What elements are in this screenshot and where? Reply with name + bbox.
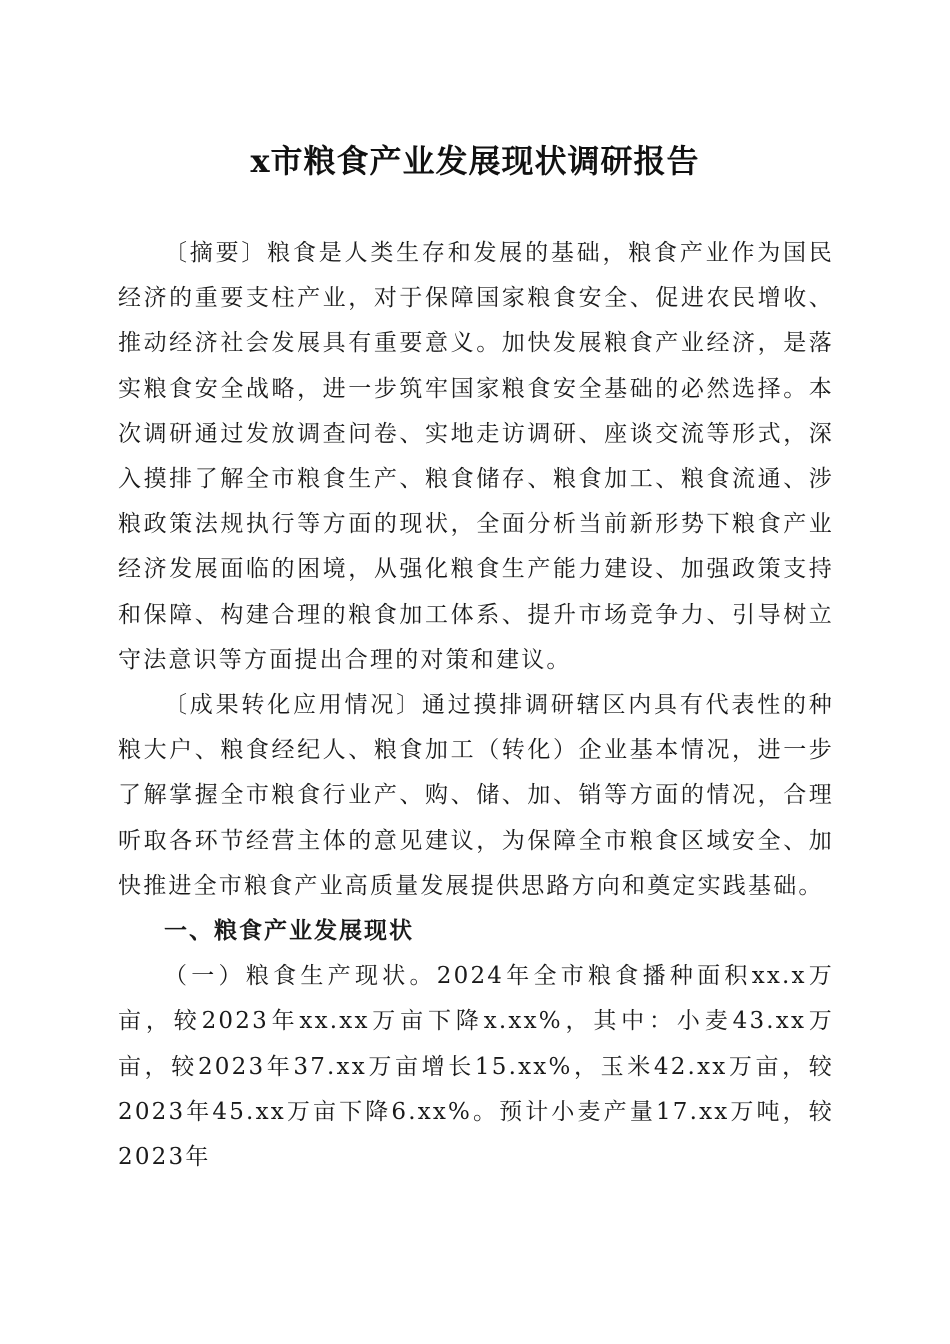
page-title: x市粮食产业发展现状调研报告 — [250, 142, 700, 180]
production-paragraph: （一）粮食生产现状。2024年全市粮食播种面积xx.x万亩，较2023年xx.xx万亩下降x.xx%，其中：小麦43.xx万亩，较2023年37.xx万亩增长15.xx%，玉米42.xx万亩，较2023年45.xx万亩下降6.xx%。预计小麦产量17.xx万吨，较2023年 — [118, 963, 834, 1171]
abstract-paragraph: 〔摘要〕粮食是人类生存和发展的基础，粮食产业作为国民经济的重要支柱产业，对于保障国家粮食安全、促进农民增收、推动经济社会发展具有重要意义。加快发展粮食产业经济，是落实粮食安全战略，进一步筑牢国家粮食安全基础的必然选择。本次调研通过发放调查问卷、实地走访调研、座谈交流等形式，深入摸排了解全市粮食生产、粮食储存、粮食加工、粮食流通、涉粮政策法规执行等方面的现状，全面分析当前新形势下粮食产业经济发展面临的困境，从强化粮食生产能力建设、加强政策支持和保障、构建合理的粮食加工体系、提升市场竞争力、引导树立守法意识等方面提出合理的对策和建议。 — [118, 240, 834, 673]
section-heading: 一、粮食产业发展现状 — [164, 918, 414, 945]
document-body — [118, 231, 834, 1180]
results-paragraph: 〔成果转化应用情况〕通过摸排调研辖区内具有代表性的种粮大户、粮食经纪人、粮食加工（转化）企业基本情况，进一步了解掌握全市粮食行业产、购、储、加、销等方面的情况，合理听取各环节经营主体的意见建议，为保障全市粮食区域安全、加快推进全市粮食产业高质量发展提供思路方向和奠定实践基础。 — [118, 692, 834, 899]
